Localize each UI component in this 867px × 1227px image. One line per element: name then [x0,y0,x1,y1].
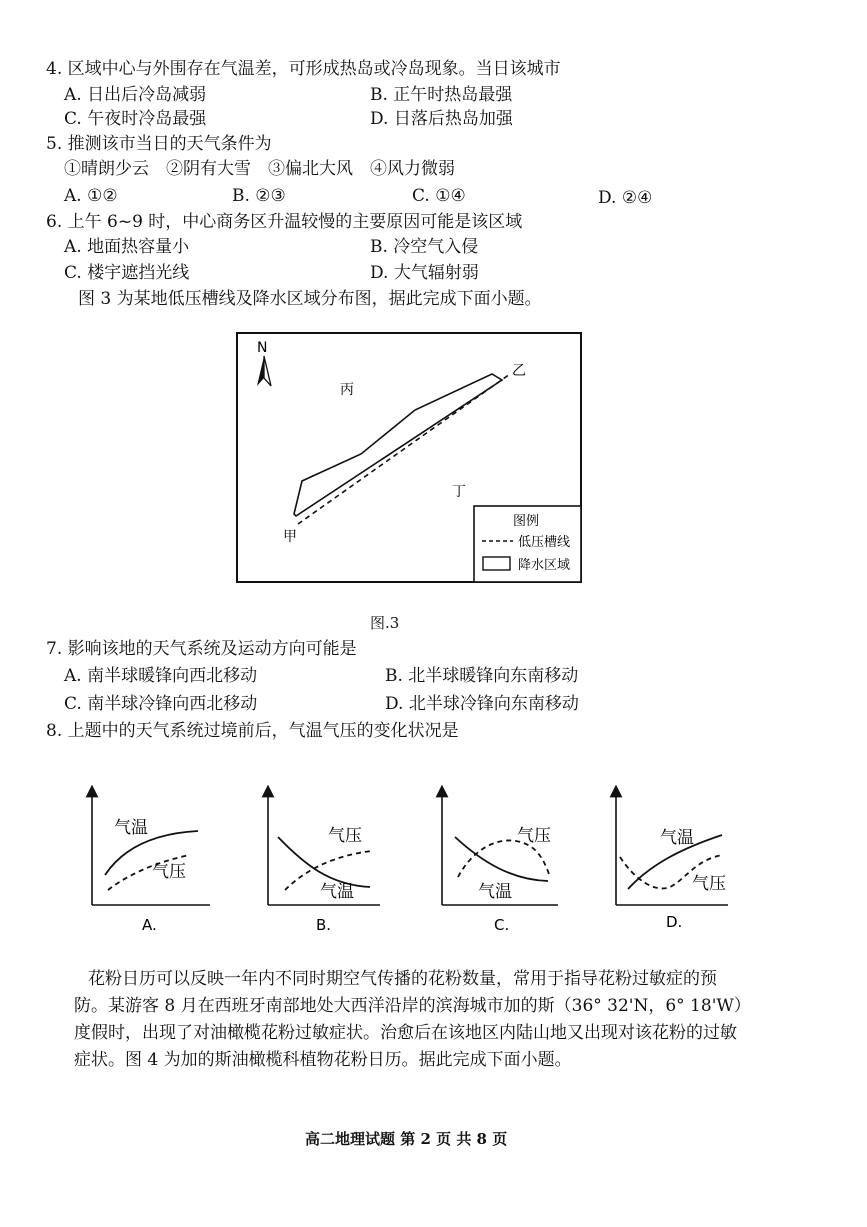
label-jia: 甲 [283,529,297,545]
graph-c-option: C. [494,916,510,934]
q5-stem: 5. 推测该市当日的天气条件为 [46,134,272,154]
q5-option-b: B. ②③ [232,186,286,206]
graph-d-pressure-label: 气压 [692,874,726,894]
passage-line-3: 度假时，出现了对油橄榄花粉过敏症状。治愈后在该地区内陆山地又出现对该花粉的过敏 [74,1023,737,1043]
graph-d-option: D. [666,913,683,931]
q6-stem: 6. 上午 6~9 时，中心商务区升温较慢的主要原因可能是该区域 [46,212,523,232]
passage [74,966,794,1074]
graph-b [268,791,380,934]
q4-option-a: A. 日出后冷岛减弱 [64,85,207,105]
q5-conditions: ①晴朗少云 ②阴有大雪 ③偏北大风 ④风力微弱 [64,159,455,179]
fig3-caption: 图.3 [370,614,400,632]
label-ding: 丁 [452,484,466,500]
q8-graphs [80,785,740,945]
q4-option-c: C. 午夜时冷岛最强 [64,109,207,129]
label-bing: 丙 [340,382,354,398]
q4-stem: 4. 区域中心与外围存在气温差，可形成热岛或冷岛现象。当日该城市 [46,59,561,79]
graph-a-pressure-label: 气压 [152,862,186,882]
q5-option-d: D. ②④ [598,188,653,208]
legend-rain-symbol [483,557,510,570]
graph-b-temp-label: 气温 [320,882,354,902]
passage-line-1: 花粉日历可以反映一年内不同时期空气传播的花粉数量，常用于指导花粉过敏症的预 [88,969,717,989]
q8-stem: 8. 上题中的天气系统过境前后，气温气压的变化状况是 [46,721,459,741]
graph-d [616,791,728,931]
graph-c-pressure-label: 气压 [517,826,551,846]
figure-3-map [230,328,586,586]
legend-trough-label: 低压槽线 [518,535,571,550]
fig3-intro: 图 3 为某地低压槽线及降水区域分布图，据此完成下面小题。 [78,289,542,309]
passage-line-4: 症状。图 4 为加的斯油橄榄科植物花粉日历。据此完成下面小题。 [74,1050,572,1070]
legend-rain-label: 降水区域 [518,558,571,573]
q7-option-c: C. 南半球冷锋向西北移动 [64,694,258,714]
graph-b-pressure-label: 气压 [328,826,362,846]
q4-option-b: B. 正午时热岛最强 [370,85,513,105]
graph-d-temp-label: 气温 [660,828,694,848]
q6-option-b: B. 冷空气入侵 [370,237,479,257]
north-label: N [257,340,268,356]
q7-option-b: B. 北半球暖锋向东南移动 [385,666,579,686]
graph-a [92,791,210,934]
q5-option-a: A. ①② [64,186,118,206]
q6-option-d: D. 大气辐射弱 [370,263,479,283]
graph-b-option: B. [316,916,332,934]
q7-option-d: D. 北半球冷锋向东南移动 [385,694,579,714]
q7-option-a: A. 南半球暖锋向西北移动 [64,666,258,686]
page-footer: 高二地理试题 第 2 页 共 8 页 [305,1130,508,1148]
q4-option-d: D. 日落后热岛加强 [370,109,513,129]
graph-c-temp-label: 气温 [478,882,512,902]
q5-option-c: C. ①④ [412,186,466,206]
passage-line-2: 防。某游客 8 月在西班牙南部地处大西洋沿岸的滨海城市加的斯（36° 32'N，6° 18'W） [74,996,751,1016]
q6-option-c: C. 楼宇遮挡光线 [64,263,190,283]
q7-stem: 7. 影响该地的天气系统及运动方向可能是 [46,639,357,659]
label-yi: 乙 [512,363,526,379]
legend-title: 图例 [513,514,540,529]
q6-option-a: A. 地面热容量小 [64,237,190,257]
graph-c [442,791,558,934]
graph-a-temp-label: 气温 [114,818,148,838]
graph-a-option: A. [142,916,157,934]
